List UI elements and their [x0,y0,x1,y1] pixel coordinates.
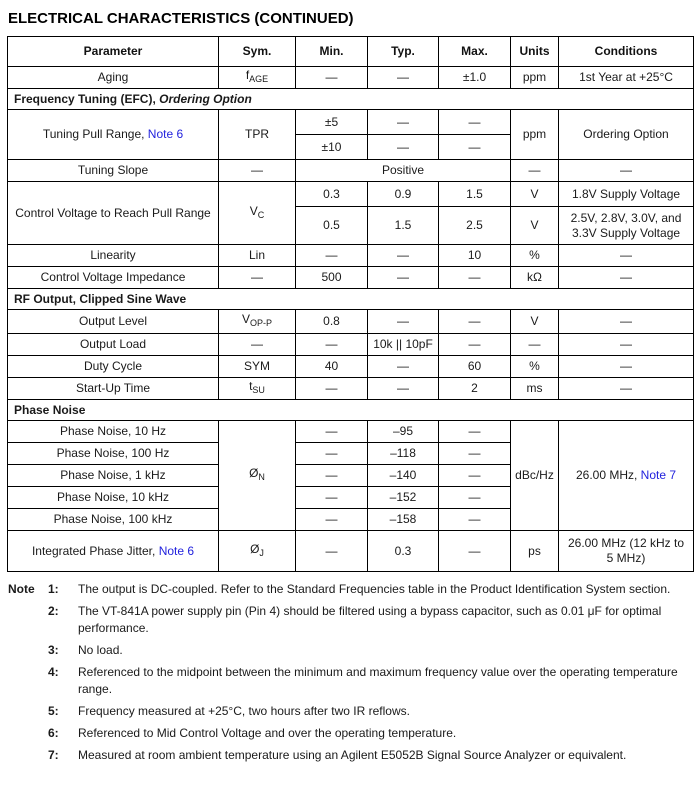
max-cell: — [439,110,511,135]
page-title: ELECTRICAL CHARACTERISTICS (CONTINUED) [8,10,354,27]
min-cell: 500 [296,267,368,289]
min-cell: ±5 [296,110,368,135]
typ-cell: –95 [368,421,439,443]
min-cell: — [296,443,368,465]
table-row [8,245,694,267]
min-cell: — [296,378,368,400]
sym-subscript: N [258,472,265,482]
sym-base: V [241,312,250,326]
note-text: The output is DC-coupled. Refer to the Standard Frequencies table in the Product Identification System section. [78,582,671,596]
param-cell [8,531,219,572]
units-cell: dBc/Hz [511,421,559,531]
min-cell: — [296,465,368,487]
table-row [8,267,694,289]
min-cell: — [296,245,368,267]
sym-cell: — [219,267,296,289]
param-cell: Linearity [8,245,219,267]
footnote [8,581,693,598]
min-cell: — [296,531,368,572]
sym-cell [219,310,296,334]
sym-base: Ø [250,541,260,556]
footnote [8,747,693,764]
section-title: Frequency Tuning (EFC), [14,91,160,106]
sym-cell: — [219,334,296,356]
section-row-frequency-tuning [8,89,694,110]
note-text: Referenced to Mid Control Voltage and over the operating temperature. [78,726,457,740]
note-number: 2: [48,604,59,618]
section-header-cell [8,89,694,110]
max-cell: 10 [439,245,511,267]
col-header-conditions: Conditions [559,37,694,67]
footnote [8,725,693,742]
conditions-cell: — [559,160,694,182]
max-cell: 60 [439,356,511,378]
footnote [8,642,693,659]
table-row [8,356,694,378]
param-cell [8,110,219,160]
param-cell: Phase Noise, 100 kHz [8,509,219,531]
param-text: Integrated Phase Jitter, [31,543,159,558]
min-cell: — [296,67,368,89]
min-cell: 0.5 [296,207,368,245]
conditions-cell: — [559,356,694,378]
table-header-row [8,37,694,67]
sym-cell: TPR [219,110,296,160]
conditions-cell [559,421,694,531]
sym-subscript: AGE [249,74,269,84]
typ-cell: –158 [368,509,439,531]
sym-cell [219,378,296,400]
section-header-cell [8,400,694,421]
min-cell: ±10 [296,135,368,160]
conditions-cell: — [559,245,694,267]
note-text: Referenced to the midpoint between the minimum and maximum frequency value over the operating temperature range. [78,665,678,696]
typ-cell: — [368,356,439,378]
min-cell: 0.3 [296,182,368,207]
note-text: No load. [78,643,123,657]
section-row-rf-output [8,289,694,310]
table-row [8,421,694,443]
sym-cell: SYM [219,356,296,378]
sym-subscript: OP-P [250,318,273,328]
units-cell: — [511,160,559,182]
typ-cell: — [368,135,439,160]
max-cell: — [439,465,511,487]
units-cell: ppm [511,110,559,160]
note-word-spacer [8,642,48,659]
footnote [8,703,693,720]
typ-cell: — [368,67,439,89]
typ-cell: –118 [368,443,439,465]
min-cell: — [296,421,368,443]
units-cell: — [511,334,559,356]
conditions-cell: 26.00 MHz (12 kHz to 5 MHz) [559,531,694,572]
param-cell: Output Level [8,310,219,334]
param-cell: Start-Up Time [8,378,219,400]
units-cell: kΩ [511,267,559,289]
sym-subscript: SU [252,385,265,395]
max-cell: — [439,509,511,531]
typ-cell: — [368,267,439,289]
conditions-cell: Ordering Option [559,110,694,160]
note-number: 7: [48,748,59,762]
param-cell: Output Load [8,334,219,356]
max-cell: — [439,267,511,289]
note-number: 6: [48,726,59,740]
table-row [8,182,694,207]
max-cell: — [439,421,511,443]
table-row [8,160,694,182]
param-cell: Duty Cycle [8,356,219,378]
typ-cell: –140 [368,465,439,487]
table-row [8,110,694,135]
note-word: Note [8,582,35,596]
section-title: RF Output, Clipped Sine Wave [14,291,187,306]
table-row [8,67,694,89]
note-number: 3: [48,643,59,657]
min-cell: 40 [296,356,368,378]
max-cell: — [439,531,511,572]
sym-cell: Lin [219,245,296,267]
param-cell: Tuning Slope [8,160,219,182]
units-cell: V [511,182,559,207]
param-text: Tuning Pull Range, [42,127,148,141]
typ-cell: — [368,378,439,400]
typ-cell: — [368,245,439,267]
sym-base: V [249,203,258,218]
units-cell: ps [511,531,559,572]
col-header-min: Min. [296,37,368,67]
note-word-spacer [8,747,48,764]
note-6-link[interactable]: Note 6 [158,543,195,558]
param-cell: Phase Noise, 100 Hz [8,443,219,465]
col-header-parameter: Parameter [8,37,219,67]
param-cell: Control Voltage to Reach Pull Range [8,182,219,245]
max-cell: 2.5 [439,207,511,245]
max-cell: — [439,135,511,160]
note-text: Measured at room ambient temperature using an Agilent E5052B Signal Source Analyzer or equivalent. [78,748,627,762]
sym-cell [219,182,296,245]
col-header-sym: Sym. [219,37,296,67]
note-word-spacer [8,664,48,698]
conditions-cell: — [559,334,694,356]
units-cell: V [511,310,559,334]
max-cell: 2 [439,378,511,400]
typ-cell: 0.3 [368,531,439,572]
col-header-typ: Typ. [368,37,439,67]
max-cell: — [439,334,511,356]
conditions-cell: — [559,310,694,334]
note-word-spacer [8,603,48,637]
section-header-cell [8,289,694,310]
table-row [8,310,694,334]
col-header-max: Max. [439,37,511,67]
note-word-spacer [8,703,48,720]
table-row [8,531,694,572]
conditions-cell: 1st Year at +25°C [559,67,694,89]
units-cell: % [511,245,559,267]
note-text: The VT-841A power supply pin (Pin 4) should be filtered using a bypass capacitor, such as 0.01 μF for optimal performance. [78,604,662,635]
note-number: 1: [48,582,59,596]
footnote [8,664,693,698]
units-cell: V [511,207,559,245]
sym-base: Ø [249,466,259,480]
sym-subscript: C [257,209,265,220]
min-cell: — [296,334,368,356]
sym-cell [219,421,296,531]
typ-cell: — [368,110,439,135]
units-cell: % [511,356,559,378]
section-title-italic: Ordering Option [159,91,252,106]
sym-cell: — [219,160,296,182]
units-cell: ms [511,378,559,400]
note-7-link[interactable]: Note 7 [640,468,677,482]
typ-cell: 0.9 [368,182,439,207]
table-row [8,378,694,400]
typ-cell: 10k || 10pF [368,334,439,356]
footnote [8,603,693,637]
min-cell: 0.8 [296,310,368,334]
max-cell: — [439,487,511,509]
sym-cell [219,67,296,89]
param-cell: Phase Noise, 10 kHz [8,487,219,509]
sym-subscript: J [259,547,264,558]
param-cell: Phase Noise, 10 Hz [8,421,219,443]
section-title: Phase Noise [14,402,86,417]
table-row [8,334,694,356]
max-cell: — [439,443,511,465]
max-cell: — [439,310,511,334]
note-number: 5: [48,704,59,718]
typ-cell: –152 [368,487,439,509]
electrical-characteristics-table [7,36,694,572]
sym-base: t [249,379,253,393]
note-word-spacer [8,725,48,742]
section-row-phase-noise [8,400,694,421]
sym-base: f [245,68,250,82]
max-cell: ±1.0 [439,67,511,89]
note-6-link[interactable]: Note 6 [147,127,184,141]
max-cell: 1.5 [439,182,511,207]
footnotes [8,581,693,764]
conditions-text: 26.00 MHz, [575,468,641,482]
note-number: 4: [48,665,59,679]
sym-cell [219,531,296,572]
typ-cell: 1.5 [368,207,439,245]
conditions-cell: 1.8V Supply Voltage [559,182,694,207]
typ-cell: — [368,310,439,334]
min-typ-max-merged-cell: Positive [296,160,511,182]
conditions-cell: — [559,378,694,400]
conditions-cell: — [559,267,694,289]
param-cell: Control Voltage Impedance [8,267,219,289]
units-cell: ppm [511,67,559,89]
conditions-cell: 2.5V, 2.8V, 3.0V, and 3.3V Supply Voltage [559,207,694,245]
min-cell: — [296,487,368,509]
col-header-units: Units [511,37,559,67]
param-cell: Phase Noise, 1 kHz [8,465,219,487]
param-cell: Aging [8,67,219,89]
min-cell: — [296,509,368,531]
note-text: Frequency measured at +25°C, two hours after two IR reflows. [78,704,410,718]
